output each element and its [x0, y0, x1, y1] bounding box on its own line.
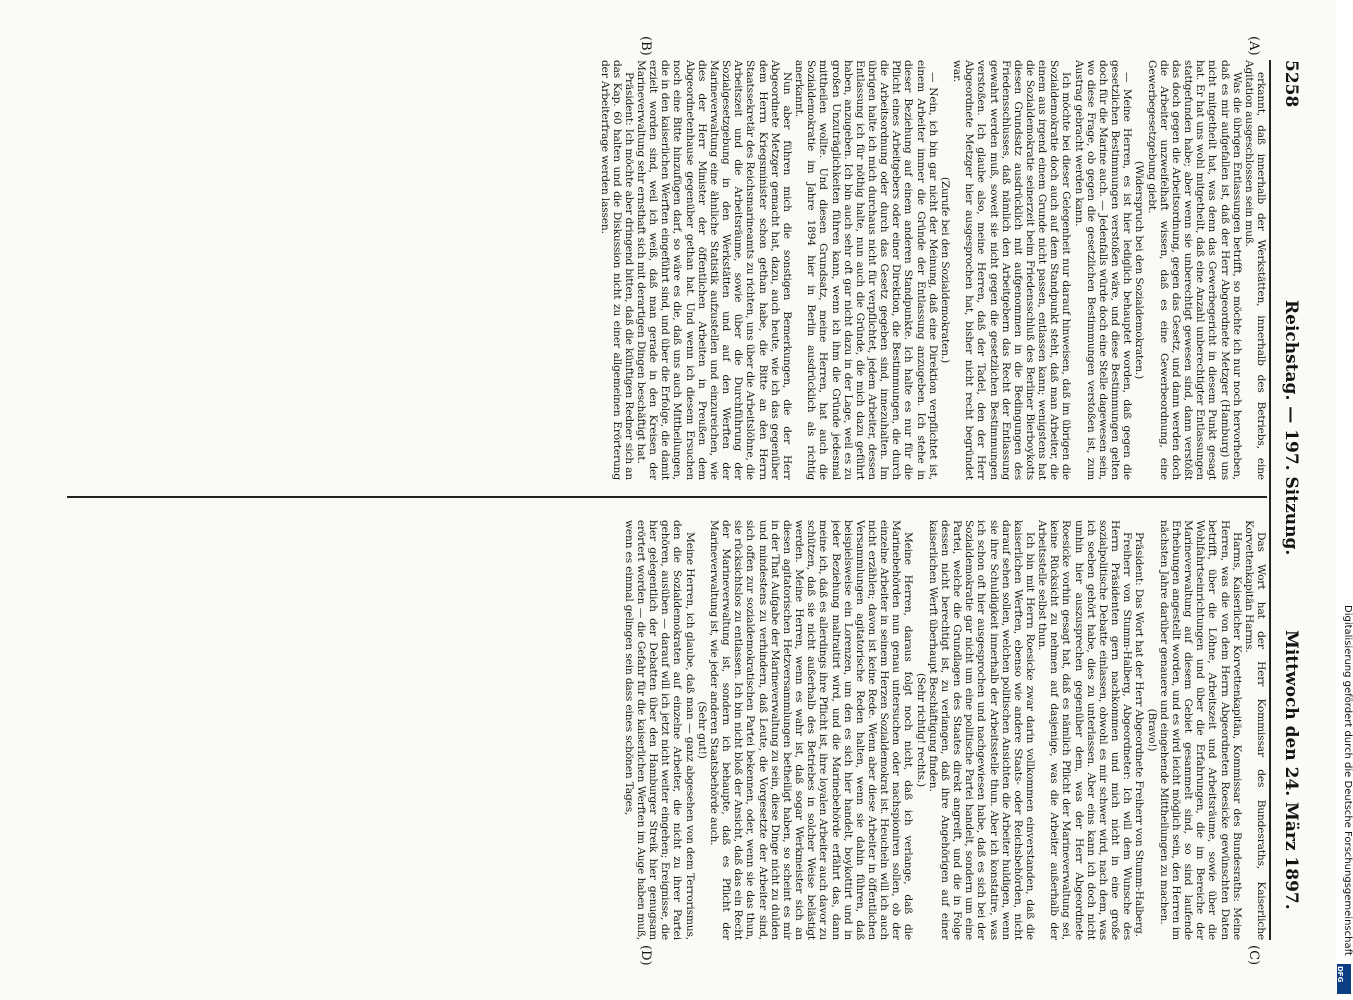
paragraph: Ich möchte bei dieser Gelegenheit nur darauf hinweisen, daß im übrigen die Sozialdemokratie doch auch auf dem Standpunkt steht, daß man Arbeiter, die einem aus irgend einem Grunde nicht passen, entlassen kann; wenigstens hat die Sozialdemokratie seinerzeit beim Friedensschluß des Berliner Bierboykotts diesen Grundsatz ausdrücklich mit aufgenommen in die Bedingungen des Friedensschlusses, daß nämlich den Arbeitgebern das Recht der Entlassung gewahrt werden muß, soweit sie nicht gegen die gesetzlichen Bestimmungen verstoßen. Ich glaube also, meine Herren, daß der Tadel, den der Herr Abgeordnete Metzger hier ausgesprochen hat, bisher nicht recht begründet war.	[951, 60, 1073, 480]
session-title: Reichstag. — 197. Sitzung.	[1281, 300, 1301, 556]
paragraph: Präsident: Das Wort hat der Herr Abgeordnete Freiherr von Stumm-Halberg.	[1133, 532, 1146, 937]
paragraph: Präsident: Ich möchte aber dringend bitten, daß die künftigen Redner sich an das Kap. 60 halten und die Diskussion nicht zu einer allgemeinen Erörterung der Arbeiterfrage werden lassen.	[598, 60, 635, 480]
dfg-logo-text: DFG	[1336, 966, 1344, 983]
paragraph: Was die übrigen Entlassungen betrifft, so möchte ich nur noch hervorheben, daß es mir aufgefallen ist, daß der Herr Abgeordnete Metzger (Hamburg) uns nicht mitgetheilt hat, was denn das Gewerbegericht in diesem Punkt gesagt hat. Er hat uns wohl mitgetheilt, daß eine Anzahl unberechtigter Entlassungen stattgefunden habe; aber wenn sie unberechtigt gewesen sind, dann verstößt das doch gegen die Arbeitsordnung, gegen das Gesetz, und dann werden doch die Arbeiter unzweifelhaft wissen, daß es eine Gewerbeordnung, eine Gewerbegesetzgebung giebt.	[1145, 60, 1243, 480]
paragraph: Harms, Kaiserlicher Korvettenkapitän, Kommissar des Bundesraths: Meine Herren, was die von dem Herrn Abgeordneten Roesicke gewünschten Daten betrifft, über die Löhne, Arbeitszeit und Arbeitsräume, sowie über die Wohlfahrtseinrichtungen und über die Erfahrungen, die im Bereiche der Marineverwaltung auf diesem Gebiet gesammelt sind, so sind laufende Erhebungen angestellt worden, und es wird leicht möglich sein, den Herren im nächsten Jahre darüber genauere und eingehende Mittheilungen zu machen.	[1157, 520, 1243, 940]
dfg-credit: Digitalisierung gefördert durch die Deutsche Forschungsgemeinschaft	[1342, 605, 1353, 956]
paragraph: (Sehr gut!)	[695, 701, 708, 759]
paragraph: (Bravo!)	[1145, 708, 1158, 752]
margin-marker-b: (B)	[638, 36, 653, 56]
page-number: 5258	[1281, 60, 1301, 108]
paragraph: (Widerspruch bei den Sozialdemokraten.)	[1133, 160, 1146, 380]
margin-marker-d: (D)	[638, 945, 653, 966]
left-column	[17, 60, 1267, 480]
paragraph: (Zurufe bei den Sozialdemokraten.)	[938, 176, 951, 364]
paragraph: Nun aber führen mich die sonstigen Bemerkungen, die der Herr Abgeordnete Metzger gemacht hat, dazu, auch heute, wie ich das gegenüber dem Herrn Kriegsminister schon gethan habe, die Bitte an den Herrn Staatssekretär des Reichsmarineamts zu richten, uns über die Arbeitslöhne, die Arbeitszeit und die Arbeitsräume, sowie über die Durchführung der Sozialgesetzgebung in den Werkstätten und auf den Werften der Marineverwaltung eine ähnliche Statistik aufzustellen und einzureichen, wie dies der Herr Minister der öffentlichen Arbeiten in Preußen dem Abgeordnetenhause gegenüber gethan hat. Und wenn ich diesem Ersuchen noch eine Bitte hinzufügen darf, so wäre es die, daß uns auch Mittheilungen, die in den kaiserlichen Werften eingeführt sind, und über die Erfolge, die damit erzielt worden sind, weil ich weiß, daß man gerade in den Kreisen der Marineverwaltung sehr ernsthaft sich mit derartigen Dingen beschäftigt hat.	[635, 60, 793, 480]
paragraph: Freiherr von Stumm-Halberg, Abgeordneter: Ich will dem Wunsche des Herrn Präsidenten gern nachkommen und mich nicht in eine große sozialpolitische Debatte einlassen, obwohl es mir schwer wird, nach dem, was ich soeben gehört habe, dies zu unterlassen. Aber eins kann ich doch nicht umhin hier auszusprechen gegenüber dem, was der Herr Abgeordnete Roesicke vorhin gesagt hat, daß es nämlich Pflicht der Marineverwaltung sei, keine Rücksicht zu nehmen auf dasjenige, was die Arbeiter außerhalb der Arbeitsstelle selbst thun.	[1036, 520, 1134, 940]
paragraph: Das Wort hat der Herr Kommissar des Bundesraths, Kaiserliche Korvettenkapitän Harms.	[1242, 520, 1267, 940]
header-rule	[1269, 60, 1271, 940]
dfg-logo	[1337, 964, 1351, 994]
page-header	[1273, 60, 1303, 940]
paragraph: Meine Herren, ich glaube, daß man — ganz abgesehen von dem Terrorismus, den die Sozialdemokraten auf einzelne Arbeiter, die nicht zu ihrer Partei gehören, ausüben — darauf will ich jetzt nicht weiter eingehen; Ereignisse, die hier gelegentlich der Debatten über den Hamburger Streik hier genugsam erörtert worden — die Gefahr für die kaiserlichen Werften im Auge haben muß, wenn es einmal gelingen sein dass eines schönen Tages,	[622, 520, 696, 940]
paragraph: — Meine Herren, es ist hier lediglich behauptet worden, daß gegen die gesetzlichen Bestimmungen verstoßen wäre, und diese Bestimmungen gelten doch für die Marine auch. — Jedenfalls würde doch eine Stelle dagewesen sein, wo diese Frage, ob gegen die gesetzlichen Bestimmungen verstoßen ist, zum Austrag gebracht werden kann.	[1072, 60, 1134, 480]
paragraph: erkannt, daß innerhalb der Werkstätten, innerhalb des Betriebs, eine Agitation ausgeschlossen sein muß.	[1242, 60, 1267, 480]
session-date: Mittwoch den 24. März 1897.	[1281, 630, 1301, 910]
paragraph: Meine Herren, daraus folgt noch nicht, daß ich verlange, daß die Marinebehörden nun genau untersuchen oder nachspioniren sollen, ob der einzelne Arbeiter in seinem Herzen Sozialdemokrat ist. Heucheln will ich auch nicht erzählen; davon ist keine Rede. Wenn aber diese Arbeiter in öffentlichen Versammlungen agitatorische Reden halten, wenn sie dahin führen, daß beispielsweise ein Lorenzen, um den es sich hier handelt, boykottirt und in jeder Beziehung maltraitirt wird, und die Marinebehörde erfährt das, dann meine ich, daß es allerdings ihre Pflicht ist, ihre loyalen Arbeiter auch davor zu schützen, daß sie nicht außerhalb des Betriebes in solcher Weise belästigt werden. Meine Herren, wenn es wahr ist, daß sogar Werkmeister sich an diesen agitatorischen Hetzversammlungen betheiligt haben, so scheint es mir in der That Aufgabe der Marineverwaltung zu sein, diese Dinge nicht zu dulden und mindestens zu verhindern, daß Leute, die Vorgesetzte der Arbeiter sind, sich offen zur sozialdemokratischen Partei bekennen, oder, wenn sie das thun, sie rücksichtslos zu entlassen. Ich bin nicht bloß der Ansicht, daß das ein Recht der Marineverwaltung ist, sondern ich behaupte, daß es Pflicht der Marineverwaltung ist, wie jeder anderen Staatsbehörde auch.	[707, 520, 915, 940]
column-divider	[67, 496, 1267, 498]
right-column	[17, 520, 1267, 940]
margin-marker-a: (A)	[1246, 36, 1261, 56]
paragraph: (Sehr richtig! rechts.)	[914, 672, 927, 787]
margin-marker-c: (C)	[1246, 945, 1261, 966]
paragraph: — Nein, ich bin gar nicht der Meinung, daß eine Direktion verpflichtet ist, einem Arbeiter immer die Gründe der Entlassung anzugeben. Ich stehe in dieser Beziehung auf einem anderen Standpunkte. Ich halte es nur für die Pflicht eines Arbeitgebers oder einer Direktion, die Bestimmungen, die durch die Arbeitsordnung oder durch das Gesetz gegeben sind, innezuhalten. Im übrigen halte ich mich durchaus nicht für verpflichtet, jedem Arbeiter, dessen Entlassung ich für nöthig halte, nun auch die Gründe, die mich dazu geführt haben, anzugeben. Ich bin auch sehr oft gar nicht dazu in der Lage, weil es zu großen Unzuträglichkeiten führen kann, wenn ich ihm die Gründe jedesmal mittheilen wollte. Und diesen Grundsatz, meine Herren, hat auch die Sozialdemokratie im Jahre 1894 hier in Berlin ausdrücklich als richtig anerkannt.	[793, 60, 939, 480]
paragraph: Ich bin mit Herrn Roesicke zwar darin vollkommen einverstanden, daß die kaiserlichen Werften, ebenso wie andere Staats- oder Reichsbehörden, nicht darauf sehen sollen, welchen politischen Ansichten die Arbeiter huldigen, wenn sie ihre Schuldigkeit innerhalb der Arbeitsstelle thun. Aber ich konstatire, was ich schon oft hier ausgesprochen und nachgewiesen habe, daß es sich bei der Sozialdemokratie gar nicht um eine politische Partei handelt, sondern um eine Partei, welche die Grundlagen des Staates direkt angreift, und die in Folge dessen nicht berechtigt ist, zu verlangen, daß ihre Angehörigen auf einer kaiserlichen Werft überhaupt Beschäftigung finden.	[926, 520, 1037, 940]
